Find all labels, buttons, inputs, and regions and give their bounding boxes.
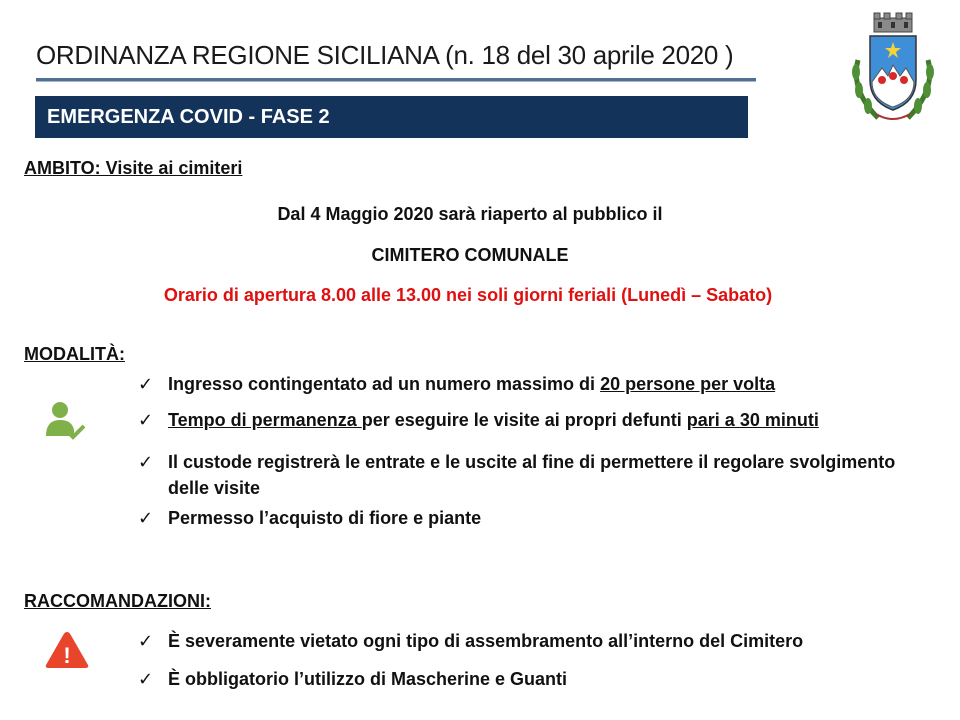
person-check-icon [44,400,88,442]
modalita-list [138,371,928,531]
list-item: ✓ Permesso l’acquisto di fiore e piante [138,505,928,531]
raccomandazioni-list [138,628,928,692]
list-item: ✓ Il custode registrerà le entrate e le uscite al fine di permettere il regolare svolgimento delle visite [138,449,928,501]
duration-value: pari a 30 minuti [686,410,819,430]
reopening-date-text: Dal 4 Maggio 2020 sarà riaperto al pubblico il [277,204,663,224]
check-icon: ✓ [138,631,154,651]
cemetery-name: CIMITERO COMUNALE [371,245,569,265]
raccomandazioni-label: RACCOMANDAZIONI: [24,591,211,611]
list-item: ✓ Ingresso contingentato ad un numero massimo di 20 persone per volta [138,371,928,397]
banner: EMERGENZA COVID - FASE 2 [35,96,748,138]
page-title: ORDINANZA REGIONE SICILIANA (n. 18 del 30 aprile 2020 ) [36,40,734,70]
modalita-label: MODALITÀ: [24,344,125,364]
list-item: ✓ È obbligatorio l’utilizzo di Mascherine e Guanti [138,666,928,692]
check-icon: ✓ [138,452,154,472]
ambito-label: AMBITO: Visite ai cimiteri [24,158,243,178]
check-icon: ✓ [138,669,154,689]
municipal-crest-icon [848,10,938,128]
list-item: ✓ Tempo di permanenza per eseguire le visite ai propri defunti pari a 30 minuti [138,407,868,433]
check-icon: ✓ [138,508,154,528]
check-icon: ✓ [138,410,154,430]
opening-hours: Orario di apertura 8.00 alle 13.00 nei soli giorni feriali (Lunedì – Sabato) [163,285,773,305]
warning-mark: ! [63,643,71,668]
list-item: ✓ È severamente vietato ogni tipo di assembramento all’interno del Cimitero [138,628,928,654]
max-people-value: 20 persone per volta [600,374,776,394]
title-underline-shadow [36,81,756,82]
warning-icon [44,630,90,670]
check-icon: ✓ [138,374,154,394]
